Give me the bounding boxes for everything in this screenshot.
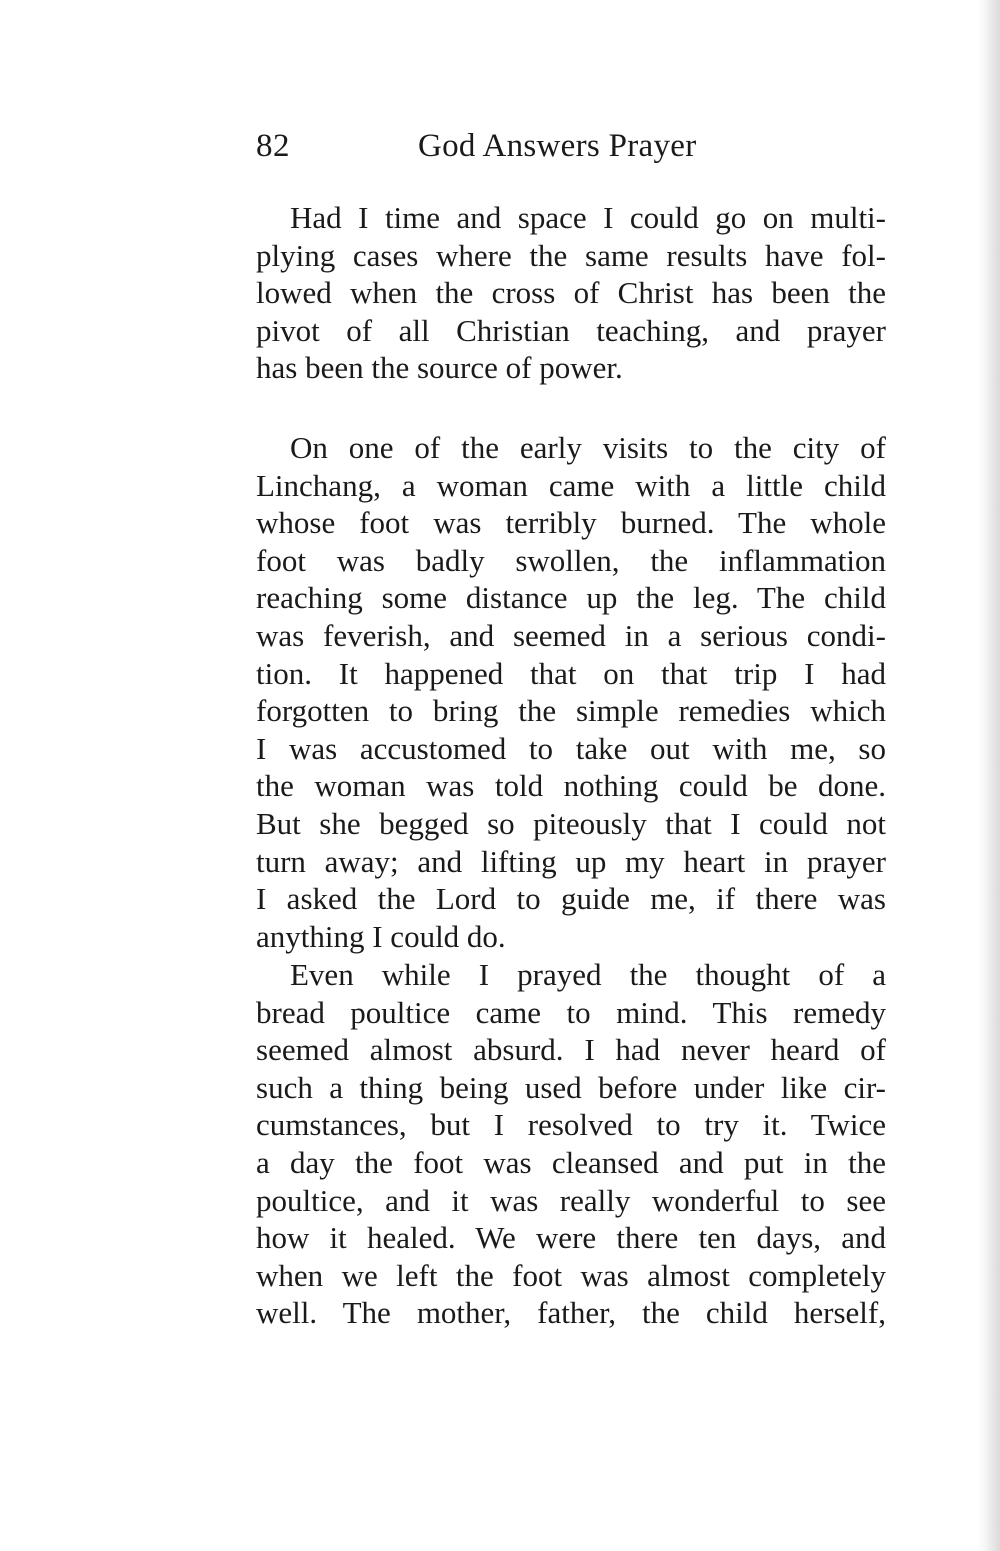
text-line: bread poultice came to mind. This remedy <box>256 994 886 1030</box>
text-line: such a thing being used before under like cir- <box>256 1069 886 1105</box>
text-line: cumstances, but I resolved to try it. Twice <box>256 1107 886 1143</box>
page-header <box>256 126 886 170</box>
text-line: pivot of all Christian teaching, and prayer <box>256 312 886 348</box>
text-line: lowed when the cross of Christ has been the <box>256 275 886 311</box>
text-line: poultice, and it was really wonderful to see <box>256 1182 886 1218</box>
text-line: a day the foot was cleansed and put in the <box>256 1144 886 1180</box>
text-line: I asked the Lord to guide me, if there was <box>256 881 886 917</box>
paragraph-1 <box>256 199 886 387</box>
page-edge-shadow <box>978 0 1000 1551</box>
text-line: I was accustomed to take out with me, so <box>256 730 886 766</box>
text-line: anything I could do. <box>256 918 506 954</box>
running-title: God Answers Prayer <box>418 128 697 164</box>
text-line: seemed almost absurd. I had never heard of <box>256 1032 886 1068</box>
page-number: 82 <box>256 128 290 164</box>
text-line: was feverish, and seemed in a serious condi- <box>256 617 886 653</box>
text-line: when we left the foot was almost completely <box>256 1257 886 1293</box>
text-line: Even while I prayed the thought of a <box>290 957 886 992</box>
text-line: On one of the early visits to the city of <box>290 430 886 465</box>
text-line: But she begged so piteously that I could not <box>256 805 886 841</box>
paragraph-3 <box>256 956 886 1332</box>
text-line: plying cases where the same results have fol- <box>256 237 886 273</box>
text-line: well. The mother, father, the child herself, <box>256 1295 886 1331</box>
text-line: tion. It happened that on that trip I had <box>256 655 886 691</box>
text-line: whose foot was terribly burned. The whole <box>256 505 886 541</box>
text-line: how it healed. We were there ten days, and <box>256 1220 886 1256</box>
text-line: reaching some distance up the leg. The child <box>256 580 886 616</box>
text-line: forgotten to bring the simple remedies which <box>256 693 886 729</box>
text-line: the woman was told nothing could be done. <box>256 768 886 804</box>
text-line: foot was badly swollen, the inflammation <box>256 542 886 578</box>
text-line: Had I time and space I could go on multi- <box>290 200 886 235</box>
text-line: has been the source of power. <box>256 350 623 386</box>
text-line: Linchang, a woman came with a little child <box>256 467 886 503</box>
text-line: turn away; and lifting up my heart in prayer <box>256 843 886 879</box>
paragraph-2 <box>256 429 886 955</box>
